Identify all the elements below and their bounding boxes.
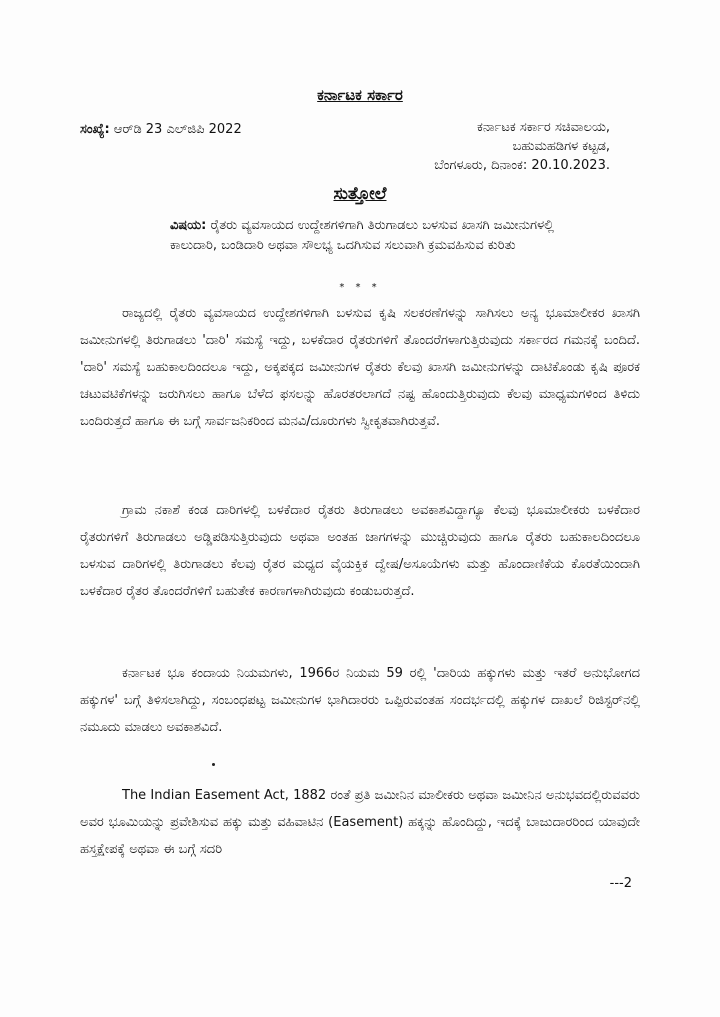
stray-dot xyxy=(212,763,215,766)
paragraph-1: ರಾಜ್ಯದಲ್ಲಿ ರೈತರು ವ್ಯವಸಾಯದ ಉದ್ದೇಶಗಳಿಗಾಗಿ ಬಳಸುವ ಕೃಷಿ ಸಲಕರಣೆಗಳನ್ನು ಸಾಗಿಸಲು ಅನ್ಯ ಭೂಮಾಲೀಕರ ಖಾಸಗಿ ಜಮೀನುಗಳಲ್ಲಿ ತಿರುಗಾಡಲು 'ದಾರಿ' ಸಮಸ್ಯೆ ಇದ್ದು, ಬಳಕೆದಾರ ರೈತರುಗಳಿಗೆ ತೊಂದರೆಗಳಾಗುತ್ತಿರುವುದು ಸರ್ಕಾರದ ಗಮನಕ್ಕೆ ಬಂದಿದೆ. 'ದಾರಿ' ಸಮಸ್ಯೆ ಬಹುಕಾಲದಿಂದಲೂ ಇದ್ದು, ಅಕ್ಕಪಕ್ಕದ ಜಮೀನುಗಳ ರೈತರು ಕೆಲವು ಖಾಸಗಿ ಜಮೀನುಗಳನ್ನು ದಾಟಿಕೊಂಡು ಕೃಷಿ ಪೂರಕ ಚಟುವಟಿಕೆಗಳನ್ನು ಜರುಗಿಸಲು ಹಾಗೂ ಬೆಳೆದ ಫಸಲನ್ನು ಹೊರತರಲಾಗದೆ ನಷ್ಟ ಹೊಂದುತ್ತಿರುವುದು ಕೆಲವು ಮಾಧ್ಯಮಗಳಿಂದ ತಿಳಿದು ಬಂದಿರುತ್ತದೆ ಹಾಗೂ ಈ ಬಗ್ಗೆ ಸಾರ್ವಜನಿಕರಿಂದ ಮನವಿ/ದೂರುಗಳು ಸ್ವೀಕೃತವಾಗಿರುತ್ತವೆ. xyxy=(80,306,640,429)
paragraph-3: ಕರ್ನಾಟಕ ಭೂ ಕಂದಾಯ ನಿಯಮಗಳು, 1966ರ ನಿಯಮ 59 ರಲ್ಲಿ 'ದಾರಿಯ ಹಕ್ಕುಗಳು ಮತ್ತು ಇತರೆ ಅನುಭೋಗದ ಹಕ್ಕುಗಳ' ಬಗ್ಗೆ ತಿಳಿಸಲಾಗಿದ್ದು, ಸಂಬಂಧಪಟ್ಟ ಜಮೀನುಗಳ ಭಾಗಿದಾರರು ಒಪ್ಪಿರುವಂತಹ ಸಂದರ್ಭದಲ್ಲಿ ಹಕ್ಕುಗಳ ದಾಖಲೆ ರಿಜಿಸ್ಟರ್‌ನಲ್ಲಿ ನಮೂದು ಮಾಡಲು ಅವಕಾಶವಿದೆ. xyxy=(80,666,640,735)
address-line-2: ಬಹುಮಹಡಿಗಳ ಕಟ್ಟಡ, xyxy=(512,139,610,154)
address-line-1: ಕರ್ನಾಟಕ ಸರ್ಕಾರ ಸಚಿವಾಲಯ, xyxy=(476,120,610,135)
page-continuation-marker: ---2 xyxy=(609,876,632,891)
paragraph-4: The Indian Easement Act, 1882 ರಂತೆ ಪ್ರತಿ ಜಮೀನಿನ ಮಾಲೀಕರು ಅಥವಾ ಜಮೀನಿನ ಅನುಭವದಲ್ಲಿರುವವರು ಅವರ ಭೂಮಿಯನ್ನು ಪ್ರವೇಶಿಸುವ ಹಕ್ಕು ಮತ್ತು ವಹಿವಾಟಿನ (Easement) ಹಕ್ಕನ್ನು ಹೊಂದಿದ್ದು, ಇದಕ್ಕೆ ಬಾಜುದಾರರಿಂದ ಯಾವುದೇ ಹಸ್ತಕ್ಷೇಪಕ್ಕೆ ಅಥವಾ ಈ ಬಗ್ಗೆ ಸದರಿ xyxy=(80,788,640,857)
office-address xyxy=(380,118,610,175)
reference-value: ಆರ್‌ಡಿ 23 ಎಲ್‌ಜಿಪಿ 2022 xyxy=(113,122,242,137)
paragraph-2: ಗ್ರಾಮ ನಕಾಶೆ ಕಂಡ ದಾರಿಗಳಲ್ಲಿ ಬಳಕೆದಾರ ರೈತರು ತಿರುಗಾಡಲು ಅವಕಾಶವಿದ್ದಾಗ್ಯೂ ಕೆಲವು ಭೂಮಾಲೀಕರು ಬಳಕೆದಾರ ರೈತರುಗಳಿಗೆ ತಿರುಗಾಡಲು ಅಡ್ಡಿಪಡಿಸುತ್ತಿರುವುದು ಅಥವಾ ಅಂತಹ ಜಾಗಗಳನ್ನು ಮುಚ್ಚಿರುವುದು ಹಾಗೂ ರೈತರು ಬಹುಕಾಲದಿಂದಲೂ ಬಳಸುವ ದಾರಿಗಳಲ್ಲಿ ತಿರುಗಾಡಲು ಕೆಲವು ರೈತರ ಮಧ್ಯದ ವೈಯಕ್ತಿಕ ದ್ವೇಷ/ಅಸೂಯೆಗಳು ಮತ್ತು ಹೊಂದಾಣಿಕೆಯ ಕೊರತೆಯಿಂದಾಗಿ ಬಳಕೆದಾರ ರೈತರ ತೊಂದರೆಗಳಿಗೆ ಬಹುತೇಕ ಕಾರಣಗಳಾಗಿರುವುದು ಕಂಡುಬರುತ್ತದೆ. xyxy=(80,503,640,599)
reference-label: ಸಂಖ್ಯೆ: xyxy=(80,122,110,137)
reference-number xyxy=(80,122,242,137)
government-title: ಕರ್ನಾಟಕ ಸರ್ಕಾರ xyxy=(317,86,403,104)
address-line-3-date: ಬೆಂಗಳೂರು, ದಿನಾಂಕ: 20.10.2023. xyxy=(434,158,610,173)
document-type-heading: ಸುತ್ತೋಲೆ xyxy=(333,184,387,204)
subject-text: ರೈತರು ವ್ಯವಸಾಯದ ಉದ್ದೇಶಗಳಿಗಾಗಿ ತಿರುಗಾಡಲು ಬಳಸುವ ಖಾಸಗಿ ಜಮೀನುಗಳಲ್ಲಿ ಕಾಲುದಾರಿ, ಬಂಡಿದಾರಿ ಅಥವಾ ಸೌಲಭ್ಯ ಒದಗಿಸುವ ಸಲುವಾಗಿ ಕ್ರಮವಹಿಸುವ ಕುರಿತು xyxy=(170,218,554,253)
subject-block xyxy=(170,216,560,256)
subject-label: ವಿಷಯ: xyxy=(170,218,207,233)
separator-stars: * * * xyxy=(339,282,381,293)
